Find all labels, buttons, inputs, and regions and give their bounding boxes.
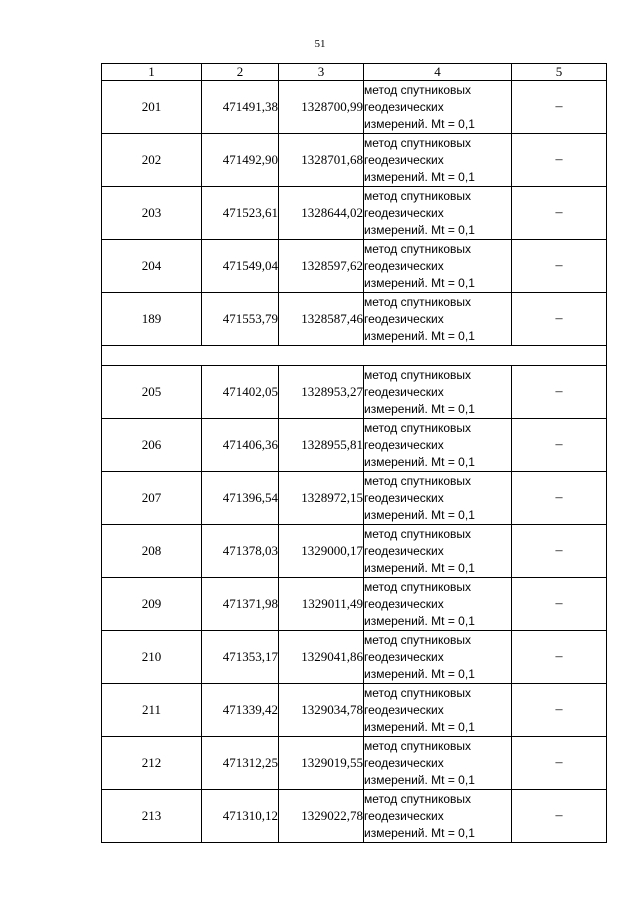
note-cell: – (512, 737, 607, 790)
table-row (102, 472, 607, 525)
point-number-cell: 202 (102, 134, 202, 187)
method-line: геодезических (364, 543, 444, 558)
method-line: метод спутниковых (364, 791, 472, 806)
table-row (102, 419, 607, 472)
method-line: геодезических (364, 437, 444, 452)
method-line: метод спутниковых (364, 473, 472, 488)
column-header-3: 3 (279, 64, 364, 81)
coordinate-x-cell: 471312,25 (202, 737, 279, 790)
note-cell: – (512, 187, 607, 240)
coordinate-x-cell: 471310,12 (202, 790, 279, 843)
method-line: метод спутниковых (364, 135, 472, 150)
method-line: измерений. Mt = 0,1 (364, 454, 475, 469)
note-cell: – (512, 684, 607, 737)
method-line: геодезических (364, 596, 444, 611)
method-line: измерений. Mt = 0,1 (364, 401, 475, 416)
method-line: метод спутниковых (364, 82, 472, 97)
method-line: метод спутниковых (364, 241, 472, 256)
method-line: метод спутниковых (364, 294, 472, 309)
separator-row (102, 346, 607, 366)
method-line: измерений. Mt = 0,1 (364, 328, 475, 343)
table-row (102, 81, 607, 134)
table-row (102, 684, 607, 737)
method-line: измерений. Mt = 0,1 (364, 613, 475, 628)
coordinate-x-cell: 471553,79 (202, 293, 279, 346)
table-row (102, 737, 607, 790)
method-cell (364, 578, 512, 631)
method-line: измерений. Mt = 0,1 (364, 666, 475, 681)
column-header-5: 5 (512, 64, 607, 81)
coordinate-y-cell: 1328700,99 (279, 81, 364, 134)
note-cell: – (512, 578, 607, 631)
column-header-2: 2 (202, 64, 279, 81)
coordinate-x-cell: 471523,61 (202, 187, 279, 240)
point-number-cell: 203 (102, 187, 202, 240)
coordinate-x-cell: 471491,38 (202, 81, 279, 134)
column-header-4: 4 (364, 64, 512, 81)
point-number-cell: 206 (102, 419, 202, 472)
method-line: геодезических (364, 702, 444, 717)
method-cell (364, 81, 512, 134)
point-number-cell: 208 (102, 525, 202, 578)
method-line: метод спутниковых (364, 367, 472, 382)
note-cell: – (512, 81, 607, 134)
coordinates-table (101, 63, 607, 843)
method-cell (364, 240, 512, 293)
method-line: геодезических (364, 311, 444, 326)
note-cell: – (512, 525, 607, 578)
method-line: метод спутниковых (364, 738, 472, 753)
method-cell (364, 293, 512, 346)
table-group-1 (102, 81, 607, 346)
method-line: геодезических (364, 755, 444, 770)
coordinate-y-cell: 1329011,49 (279, 578, 364, 631)
method-cell (364, 525, 512, 578)
method-line: геодезических (364, 205, 444, 220)
coordinate-x-cell: 471371,98 (202, 578, 279, 631)
coordinate-x-cell: 471378,03 (202, 525, 279, 578)
method-line: геодезических (364, 384, 444, 399)
table-row (102, 578, 607, 631)
method-cell (364, 472, 512, 525)
table-row (102, 525, 607, 578)
method-line: метод спутниковых (364, 420, 472, 435)
method-cell (364, 134, 512, 187)
separator-cell (102, 346, 607, 366)
method-line: метод спутниковых (364, 579, 472, 594)
point-number-cell: 189 (102, 293, 202, 346)
method-line: метод спутниковых (364, 188, 472, 203)
table-row (102, 134, 607, 187)
point-number-cell: 207 (102, 472, 202, 525)
method-line: измерений. Mt = 0,1 (364, 116, 475, 131)
coordinate-x-cell: 471353,17 (202, 631, 279, 684)
method-cell (364, 187, 512, 240)
note-cell: – (512, 419, 607, 472)
column-header-1: 1 (102, 64, 202, 81)
method-line: метод спутниковых (364, 632, 472, 647)
note-cell: – (512, 293, 607, 346)
note-cell: – (512, 366, 607, 419)
coordinate-y-cell: 1329041,86 (279, 631, 364, 684)
method-cell (364, 631, 512, 684)
coordinate-y-cell: 1328597,62 (279, 240, 364, 293)
point-number-cell: 201 (102, 81, 202, 134)
note-cell: – (512, 790, 607, 843)
table-separator (102, 346, 607, 366)
coordinate-y-cell: 1328955,81 (279, 419, 364, 472)
coordinate-y-cell: 1328701,68 (279, 134, 364, 187)
method-cell (364, 684, 512, 737)
point-number-cell: 204 (102, 240, 202, 293)
table-row (102, 631, 607, 684)
method-line: измерений. Mt = 0,1 (364, 560, 475, 575)
method-line: геодезических (364, 99, 444, 114)
point-number-cell: 209 (102, 578, 202, 631)
coordinate-y-cell: 1328953,27 (279, 366, 364, 419)
method-line: геодезических (364, 258, 444, 273)
coordinate-y-cell: 1328587,46 (279, 293, 364, 346)
coordinate-x-cell: 471492,90 (202, 134, 279, 187)
method-line: метод спутниковых (364, 526, 472, 541)
point-number-cell: 210 (102, 631, 202, 684)
coordinate-x-cell: 471402,05 (202, 366, 279, 419)
method-cell (364, 419, 512, 472)
method-cell (364, 737, 512, 790)
coordinate-x-cell: 471549,04 (202, 240, 279, 293)
point-number-cell: 205 (102, 366, 202, 419)
coordinate-y-cell: 1328972,15 (279, 472, 364, 525)
table-row (102, 790, 607, 843)
point-number-cell: 211 (102, 684, 202, 737)
table-row (102, 293, 607, 346)
method-line: геодезических (364, 808, 444, 823)
method-line: измерений. Mt = 0,1 (364, 275, 475, 290)
method-cell (364, 790, 512, 843)
coordinate-y-cell: 1329019,55 (279, 737, 364, 790)
point-number-cell: 213 (102, 790, 202, 843)
coordinate-y-cell: 1328644,02 (279, 187, 364, 240)
coordinate-y-cell: 1329034,78 (279, 684, 364, 737)
method-line: геодезических (364, 152, 444, 167)
method-line: измерений. Mt = 0,1 (364, 772, 475, 787)
note-cell: – (512, 134, 607, 187)
note-cell: – (512, 631, 607, 684)
method-line: геодезических (364, 490, 444, 505)
method-line: геодезических (364, 649, 444, 664)
table-row (102, 240, 607, 293)
method-line: метод спутниковых (364, 685, 472, 700)
table-row (102, 366, 607, 419)
point-number-cell: 212 (102, 737, 202, 790)
coordinate-x-cell: 471406,36 (202, 419, 279, 472)
coordinate-x-cell: 471396,54 (202, 472, 279, 525)
table-row (102, 187, 607, 240)
method-cell (364, 366, 512, 419)
coordinate-x-cell: 471339,42 (202, 684, 279, 737)
page-number: 51 (314, 38, 326, 50)
method-line: измерений. Mt = 0,1 (364, 222, 475, 237)
coordinate-y-cell: 1329022,78 (279, 790, 364, 843)
method-line: измерений. Mt = 0,1 (364, 169, 475, 184)
method-line: измерений. Mt = 0,1 (364, 719, 475, 734)
note-cell: – (512, 240, 607, 293)
note-cell: – (512, 472, 607, 525)
table-group-2 (102, 366, 607, 843)
method-line: измерений. Mt = 0,1 (364, 507, 475, 522)
header-row (102, 64, 607, 81)
coordinate-y-cell: 1329000,17 (279, 525, 364, 578)
method-line: измерений. Mt = 0,1 (364, 825, 475, 840)
